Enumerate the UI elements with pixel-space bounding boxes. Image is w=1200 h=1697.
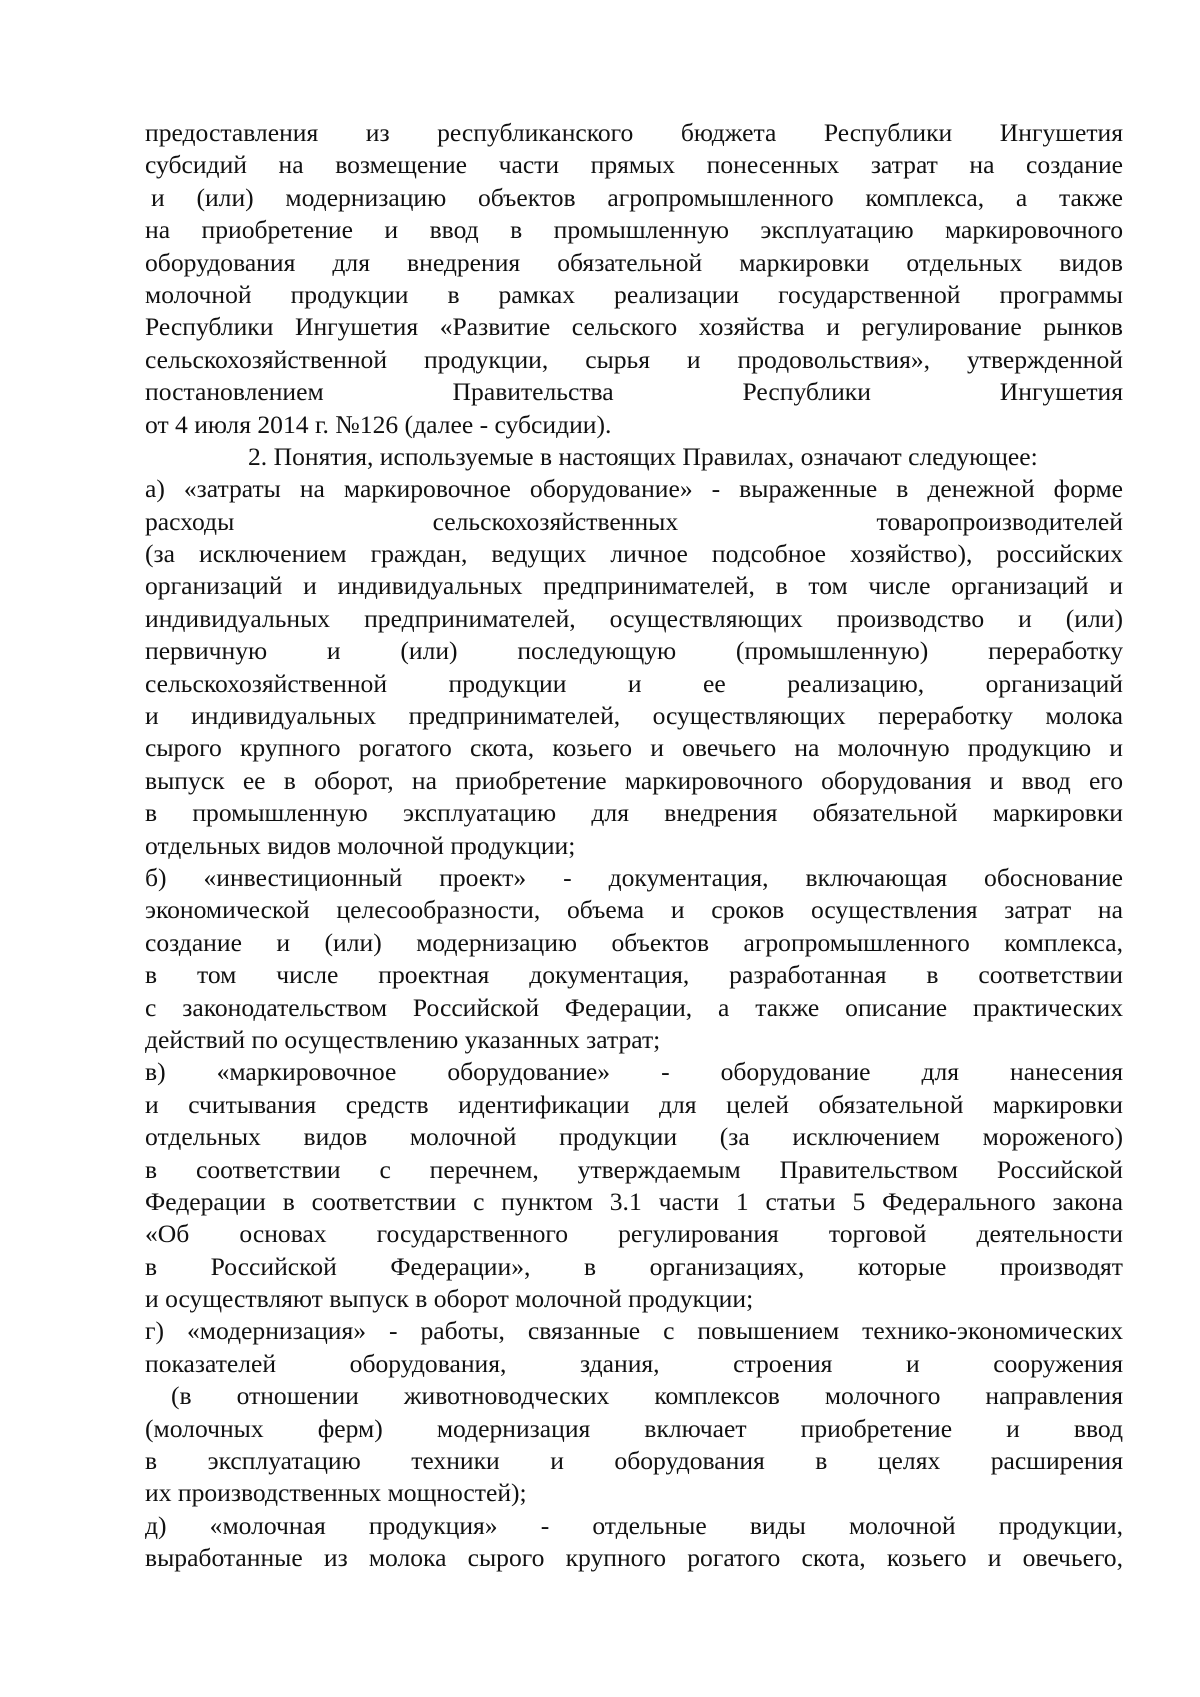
text-line: отдельных видов молочной продукции; <box>145 830 576 860</box>
text-line: предоставления из республиканского бюджета Республики Ингушетия <box>145 118 1123 147</box>
text-line: 2. Понятия, используемые в настоящих Правилах, означают следующее: <box>248 441 1038 471</box>
text-line: и (или) модернизацию объектов агропромышленного комплекса, а также <box>151 182 1123 212</box>
text-line: (молочных ферм) модернизация включает приобретение и ввод <box>145 1413 1123 1443</box>
text-line: индивидуальных предпринимателей, осуществляющих производство и (или) <box>145 603 1123 633</box>
text-line: отдельных видов молочной продукции (за исключением мороженого) <box>145 1122 1123 1152</box>
text-line: действий по осуществлению указанных затрат; <box>145 1024 661 1054</box>
text-line: г) «модернизация» - работы, связанные с повышением технико-экономических <box>145 1316 1123 1346</box>
text-line: на приобретение и ввод в промышленную эксплуатацию маркировочного <box>145 215 1123 245</box>
text-line: в) «маркировочное оборудование» - оборудование для нанесения <box>145 1057 1123 1087</box>
text-line: в соответствии с перечнем, утверждаемым Правительством Российской <box>145 1154 1123 1184</box>
text-line: в том числе проектная документация, разработанная в соответствии <box>145 960 1123 990</box>
text-line: от 4 июля 2014 г. №126 (далее - субсидии). <box>145 409 612 439</box>
text-line: первичную и (или) последующую (промышленную) переработку <box>145 636 1123 666</box>
text-line: а) «затраты на маркировочное оборудование» - выраженные в денежной форме <box>145 474 1123 504</box>
text-line: сельскохозяйственной продукции, сырья и продовольствия», утвержденной <box>145 344 1123 374</box>
text-line: (за исключением граждан, ведущих личное подсобное хозяйство), российских <box>145 539 1123 569</box>
text-line: и считывания средств идентификации для целей обязательной маркировки <box>145 1089 1123 1119</box>
document-body <box>145 117 1123 1575</box>
text-line: выработанные из молока сырого крупного рогатого скота, козьего и овечьего, <box>145 1543 1123 1573</box>
text-line: создание и (или) модернизацию объектов агропромышленного комплекса, <box>145 927 1123 957</box>
text-line: в эксплуатацию техники и оборудования в целях расширения <box>145 1446 1123 1476</box>
text-line: Республики Ингушетия «Развитие сельского хозяйства и регулирование рынков <box>145 312 1123 342</box>
text-line: д) «молочная продукция» - отдельные виды молочной продукции, <box>145 1510 1123 1540</box>
text-line: сырого крупного рогатого скота, козьего и овечьего на молочную продукцию и <box>145 733 1123 763</box>
text-line: и индивидуальных предпринимателей, осуществляющих переработку молока <box>145 701 1123 731</box>
text-line: б) «инвестиционный проект» - документация, включающая обоснование <box>145 862 1123 892</box>
text-line: молочной продукции в рамках реализации государственной программы <box>145 279 1123 309</box>
text-line: их производственных мощностей); <box>145 1478 527 1508</box>
text-line: оборудования для внедрения обязательной маркировки отдельных видов <box>145 247 1123 277</box>
text-line: в промышленную эксплуатацию для внедрения обязательной маркировки <box>145 798 1123 828</box>
text-line: выпуск ее в оборот, на приобретение маркировочного оборудования и ввод его <box>145 765 1123 795</box>
text-line: Федерации в соответствии с пунктом 3.1 части 1 статьи 5 Федерального закона <box>145 1186 1123 1216</box>
text-line: и осуществляют выпуск в оборот молочной продукции; <box>145 1284 754 1314</box>
text-line: субсидий на возмещение части прямых понесенных затрат на создание <box>145 150 1123 180</box>
text-line: показателей оборудования, здания, строения и сооружения <box>145 1348 1123 1378</box>
text-line: «Об основах государственного регулирования торговой деятельности <box>145 1219 1123 1249</box>
text-line: организаций и индивидуальных предпринимателей, в том числе организаций и <box>145 571 1123 601</box>
text-line: сельскохозяйственной продукции и ее реализацию, организаций <box>145 668 1123 698</box>
text-line: экономической целесообразности, объема и сроков осуществления затрат на <box>145 895 1123 925</box>
text-line: постановлением Правительства Республики Ингушетия <box>145 377 1123 407</box>
text-line: с законодательством Российской Федерации, а также описание практических <box>145 992 1123 1022</box>
text-line: в Российской Федерации», в организациях, которые производят <box>145 1251 1123 1281</box>
text-line: (в отношении животноводческих комплексов молочного направления <box>171 1381 1123 1411</box>
text-line: расходы сельскохозяйственных товаропроизводителей <box>145 506 1123 536</box>
